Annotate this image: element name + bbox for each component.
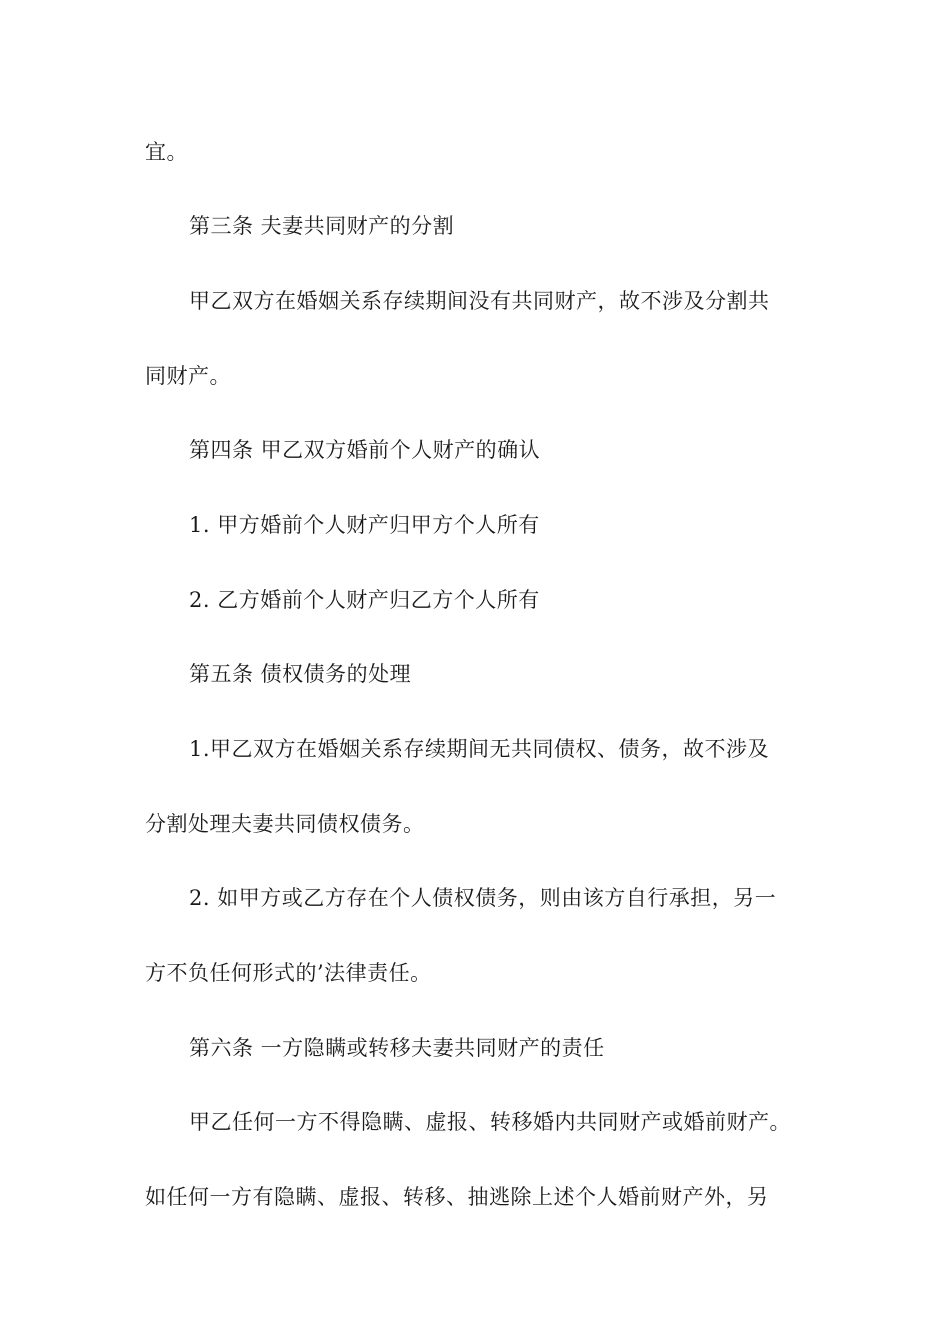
article-6-body-line-1: 甲乙任何一方不得隐瞒、虚报、转移婚内共同财产或婚前财产。 [189, 1110, 791, 1134]
article-3-body-line-1: 甲乙双方在婚姻关系存续期间没有共同财产，故不涉及分割共 [189, 289, 770, 313]
article-5-item-2-line-2: 方不负任何形式的’法律责任。 [145, 961, 432, 985]
article-4-item-1: 1. 甲方婚前个人财产归甲方个人所有 [189, 513, 540, 537]
paragraph-continuation: 宜。 [145, 140, 188, 164]
article-5-heading: 第五条 债权债务的处理 [189, 662, 412, 686]
article-3-body-line-2: 同财产。 [145, 364, 231, 388]
article-6-body-line-2: 如任何一方有隐瞒、虚报、转移、抽逃除上述个人婚前财产外，另 [145, 1185, 769, 1209]
article-6-heading: 第六条 一方隐瞒或转移夫妻共同财产的责任 [189, 1036, 605, 1060]
article-4-item-2: 2. 乙方婚前个人财产归乙方个人所有 [189, 588, 540, 612]
article-5-item-1-line-2: 分割处理夫妻共同债权债务。 [145, 812, 425, 836]
article-4-heading: 第四条 甲乙双方婚前个人财产的确认 [189, 438, 541, 462]
article-5-item-2-line-1: 2. 如甲方或乙方存在个人债权债务，则由该方自行承担，另一 [189, 886, 777, 910]
article-3-heading: 第三条 夫妻共同财产的分割 [189, 214, 455, 238]
article-5-item-1-line-1: 1.甲乙双方在婚姻关系存续期间无共同债权、债务，故不涉及 [189, 737, 770, 761]
